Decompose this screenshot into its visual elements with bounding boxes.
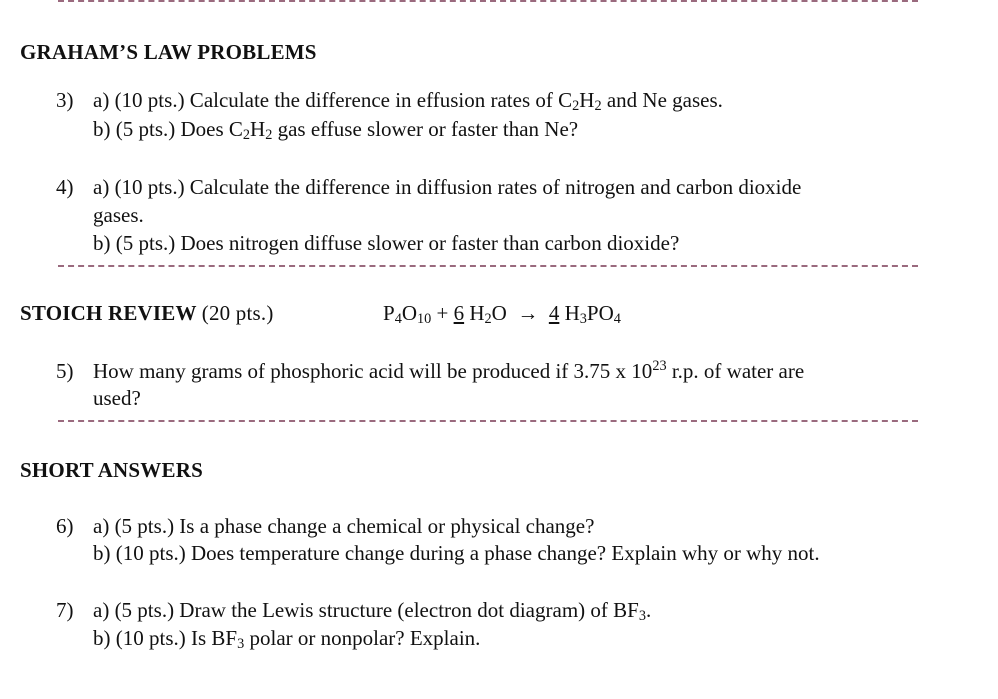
question-6b: b) (10 pts.) Does temperature change during a phase change? Explain why or why not.: [93, 541, 820, 565]
divider-after-stoich: [58, 420, 918, 422]
stoich-review-heading: STOICH REVIEW (20 pts.): [20, 301, 274, 325]
question-4-number: 4): [56, 175, 74, 199]
acid-coefficient: 4: [548, 301, 560, 325]
short-answers-heading: SHORT ANSWERS: [20, 458, 203, 482]
divider-after-grahams: [58, 265, 918, 267]
question-3b: b) (5 pts.) Does $C_2H_2$ gas effuse slower or faster than Ne?: [93, 117, 579, 143]
reaction-arrow-icon: →: [517, 301, 539, 325]
question-4a-line1: a) (10 pts.) Calculate the difference in diffusion rates of nitrogen and carbon dioxide: [93, 175, 802, 199]
question-5-line2: used?: [93, 386, 141, 410]
question-4b: b) (5 pts.) Does nitrogen diffuse slower or faster than carbon dioxide?: [93, 231, 680, 255]
question-7b: b) (10 pts.) Is $BF_3$ polar or nonpolar? Explain.: [93, 626, 481, 652]
question-3a: a) (10 pts.) Calculate the difference in effusion rates of $C_2H_2$ and Ne gases.: [93, 88, 723, 114]
stoich-equation: $P_4O_{10} + 6$ $H_2O \to 4$ $H_3PO_4$: [383, 301, 621, 327]
question-7a: a) (5 pts.) Draw the Lewis structure (electron dot diagram) of $BF_3$.: [93, 598, 652, 624]
grahams-law-heading: GRAHAM’S LAW PROBLEMS: [20, 40, 317, 64]
question-6a: a) (5 pts.) Is a phase change a chemical or physical change?: [93, 514, 595, 538]
question-3-number: 3): [56, 88, 74, 112]
question-6-number: 6): [56, 514, 74, 538]
question-4a-line2: gases.: [93, 203, 144, 227]
question-7-number: 7): [56, 598, 74, 622]
question-5-number: 5): [56, 359, 74, 383]
water-coefficient: 6: [453, 301, 465, 325]
question-5-line1: How many grams of phosphoric acid will be produced if 3.75 x $10^{23}$ r.p. of water are: [93, 358, 805, 383]
top-divider: [58, 0, 918, 2]
